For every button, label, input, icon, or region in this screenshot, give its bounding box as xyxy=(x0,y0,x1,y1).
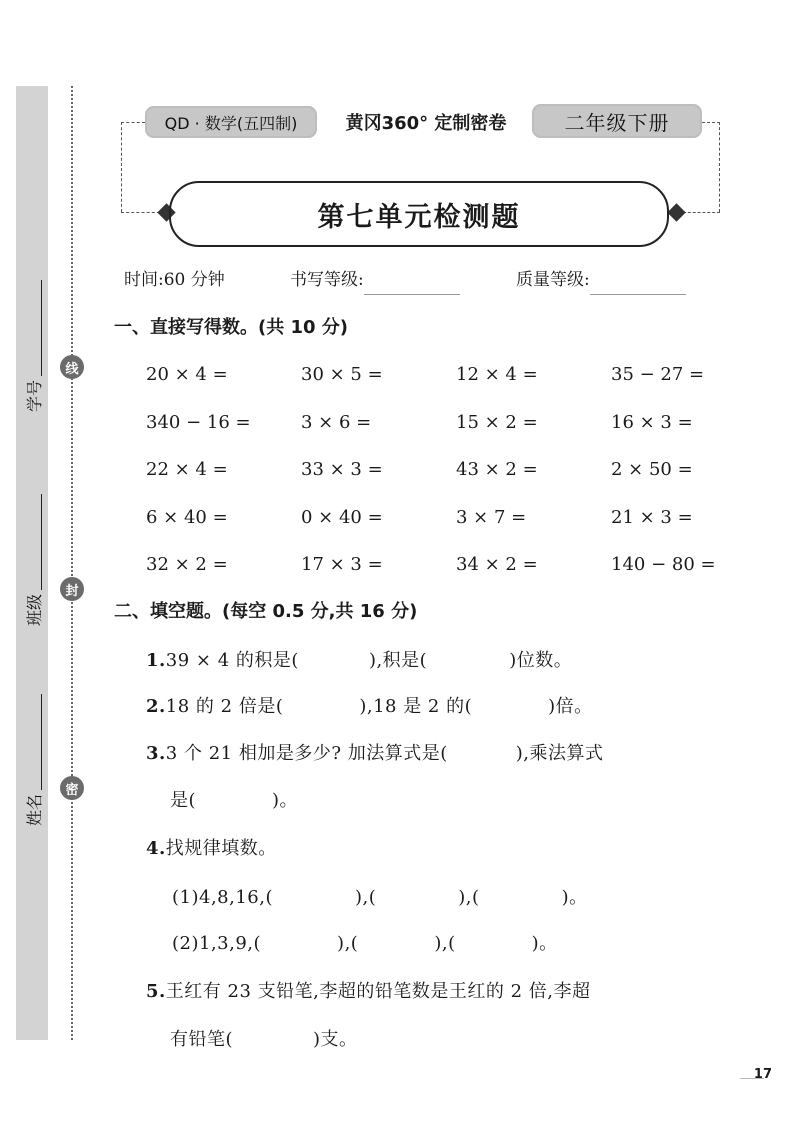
section1-title: 一、直接写得数。(共 10 分) xyxy=(114,317,349,338)
page-title: 第七单元检测题 xyxy=(169,181,669,247)
q3-text-c: 是( xyxy=(170,790,197,811)
calc-item[interactable]: 16 × 3 = xyxy=(611,411,693,433)
calc-item[interactable]: 140 − 80 = xyxy=(611,554,716,575)
question-5-cont xyxy=(170,1024,358,1056)
q3-text-b: ),乘法算式 xyxy=(515,743,604,764)
calc-item[interactable]: 17 × 3 = xyxy=(301,554,383,575)
calc-grid xyxy=(146,360,766,598)
question-5 xyxy=(146,976,590,1008)
seal-line-mark: 线 xyxy=(60,355,84,379)
question-1 xyxy=(146,645,572,677)
student-id-field[interactable] xyxy=(14,270,50,420)
calc-item[interactable]: 22 × 4 = xyxy=(146,459,228,480)
calc-item[interactable]: 32 × 2 = xyxy=(146,554,228,575)
q2-text-c: )倍。 xyxy=(548,696,593,717)
calc-item[interactable]: 43 × 2 = xyxy=(456,459,538,480)
question-3-cont xyxy=(170,785,298,817)
q4-p1-end: )。 xyxy=(561,887,588,908)
q1-text-c: )位数。 xyxy=(509,650,573,671)
student-id-label: 学号 xyxy=(25,379,44,412)
page-number: 17 xyxy=(753,1067,772,1082)
q5-text-a: 王红有 23 支铅笔,李超的铅笔数是王红的 2 倍,李超 xyxy=(165,981,591,1002)
q4-number: 4. xyxy=(146,838,166,859)
calc-item[interactable]: 21 × 3 = xyxy=(611,506,693,528)
q1-text-b: ),积是( xyxy=(368,650,428,671)
calc-item[interactable]: 33 × 3 = xyxy=(301,459,383,480)
calc-item[interactable]: 2 × 50 = xyxy=(611,459,693,480)
seal-secret-mark: 密 xyxy=(60,776,84,800)
q2-text-a: 18 的 2 倍是( xyxy=(165,696,284,717)
q3-text-d: )。 xyxy=(272,790,299,811)
q5-number: 5. xyxy=(146,981,166,1002)
seal-seal-mark: 封 xyxy=(60,577,84,601)
writing-grade-label: 书写等级: xyxy=(290,270,364,290)
diamond-right-icon xyxy=(667,203,685,221)
q2-number: 2. xyxy=(146,696,166,717)
section2-title: 二、填空题。(每空 0.5 分,共 16 分) xyxy=(114,601,418,622)
name-field[interactable] xyxy=(14,680,50,830)
q3-number: 3. xyxy=(146,743,166,764)
header-dash-left xyxy=(121,122,145,123)
calc-item[interactable]: 340 − 16 = xyxy=(146,411,251,433)
q5-text-c: )支。 xyxy=(313,1029,358,1050)
q1-number: 1. xyxy=(146,650,166,671)
time-limit: 时间:60 分钟 xyxy=(124,270,225,290)
q5-text-b: 有铅笔( xyxy=(170,1029,234,1050)
q4-p2-start: (2)1,3,9,( xyxy=(172,933,262,954)
header-dash-right xyxy=(702,122,720,123)
q4-p2-sep-1: ),( xyxy=(337,933,359,954)
q4-p2-end: )。 xyxy=(531,933,558,954)
question-3 xyxy=(146,738,603,770)
q4-p1-start: (1)4,8,16,( xyxy=(172,887,273,908)
calc-item[interactable]: 20 × 4 = xyxy=(146,364,228,385)
brand-label: 黄冈360° 定制密卷 xyxy=(345,113,507,134)
calc-item[interactable]: 3 × 7 = xyxy=(456,506,527,528)
quality-grade-label: 质量等级: xyxy=(516,270,590,290)
series-badge: QD · 数学(五四制) xyxy=(145,106,317,138)
header-dash-right-bottom xyxy=(683,212,720,213)
calc-item[interactable]: 3 × 6 = xyxy=(301,411,372,433)
calc-item[interactable]: 15 × 2 = xyxy=(456,411,538,433)
calc-item[interactable]: 6 × 40 = xyxy=(146,506,228,528)
calc-item[interactable]: 35 − 27 = xyxy=(611,364,705,385)
header-dash-right-vertical xyxy=(719,122,720,212)
q4-p1-sep-2: ),( xyxy=(458,887,480,908)
q4-text: 找规律填数。 xyxy=(165,838,277,859)
grade-badge: 二年级下册 xyxy=(532,104,702,138)
question-4 xyxy=(146,833,277,865)
writing-grade-field[interactable] xyxy=(290,265,460,295)
cut-line xyxy=(71,86,73,1040)
q1-text-a: 39 × 4 的积是( xyxy=(165,650,299,671)
name-label: 姓名 xyxy=(25,793,44,826)
q4-p2-sep-2: ),( xyxy=(434,933,456,954)
calc-item[interactable]: 34 × 2 = xyxy=(456,554,538,575)
question-4-part1 xyxy=(172,882,588,914)
question-4-part2 xyxy=(172,928,558,960)
q2-text-b: ),18 是 2 的( xyxy=(359,696,473,717)
q3-text-a: 3 个 21 相加是多少? 加法算式是( xyxy=(165,743,448,764)
calc-item[interactable]: 0 × 40 = xyxy=(301,506,383,528)
quality-grade-field[interactable] xyxy=(516,265,686,295)
calc-item[interactable]: 12 × 4 = xyxy=(456,364,538,385)
question-2 xyxy=(146,691,593,723)
header-dash-left-vertical xyxy=(121,122,122,212)
q4-p1-sep-1: ),( xyxy=(355,887,377,908)
calc-item[interactable]: 30 × 5 = xyxy=(301,364,383,385)
class-field[interactable] xyxy=(14,480,50,630)
class-label: 班级 xyxy=(25,593,44,626)
